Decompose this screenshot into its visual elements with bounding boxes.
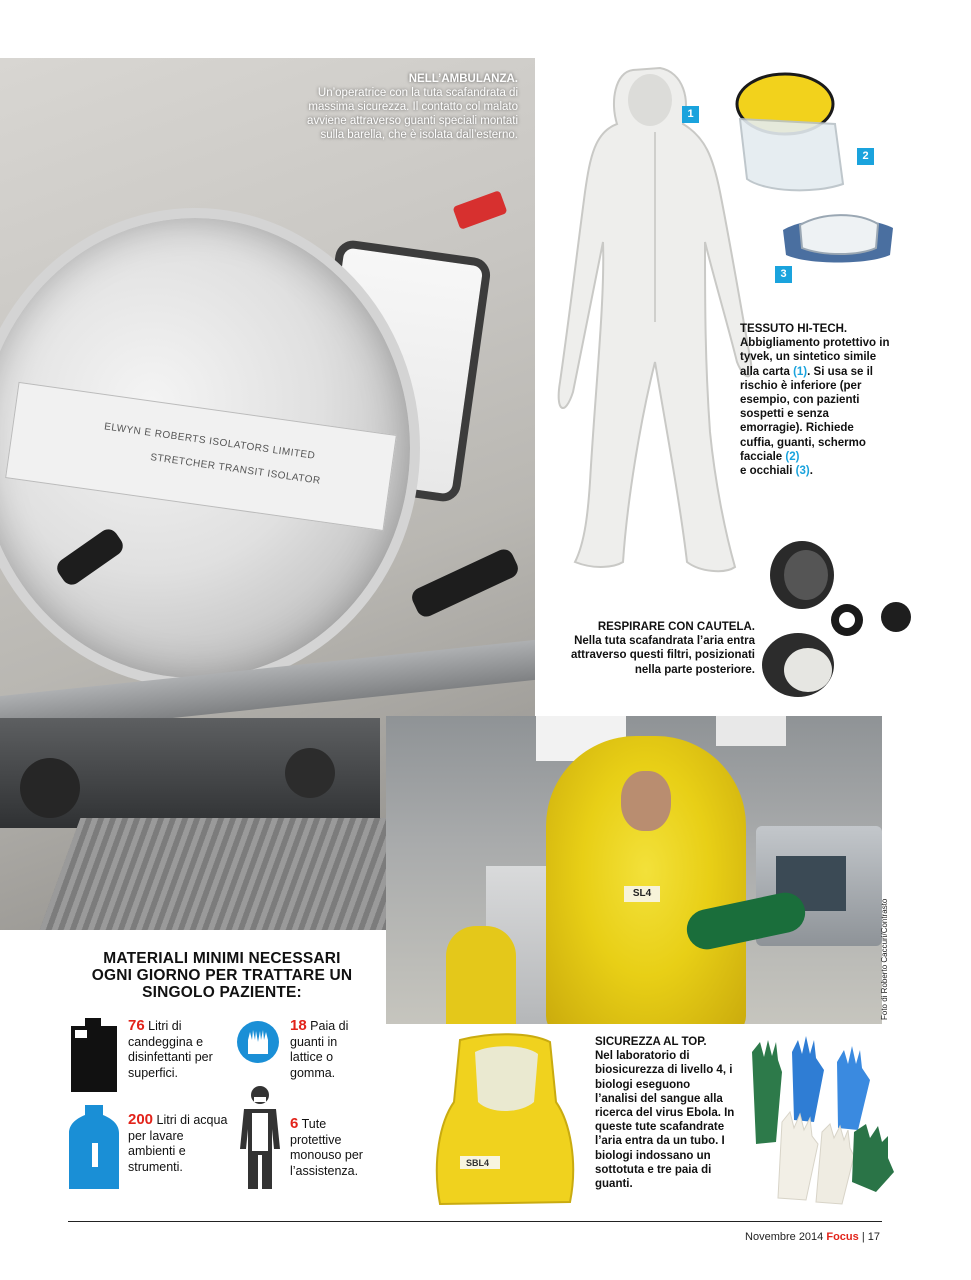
- goggles-lens: [800, 215, 878, 254]
- tessuto-ref-1: (1): [793, 365, 808, 378]
- footer-rule: [68, 1221, 882, 1222]
- infographic-item-bleach: [128, 1018, 228, 1081]
- respirator-filters-image: [760, 535, 930, 705]
- tessuto-caption-body-3: e occhiali: [740, 465, 793, 478]
- tessuto-caption-body-2: . Si usa se il rischio è inferiore (per esempio, con pazienti sospetti e senza emorragie). Richiede cuffia, guanti, schermo facciale: [740, 365, 873, 463]
- footer-page-number: 17: [867, 1231, 880, 1243]
- bleach-value: 76: [128, 1017, 145, 1034]
- respirare-caption-title: RESPIRARE CON CAUTELA.: [597, 621, 755, 633]
- yellow-suit-visor: [475, 1046, 538, 1111]
- goggles-image: [778, 200, 898, 280]
- biologist-face: [621, 771, 671, 831]
- isolator-model-text: STRETCHER TRANSIT ISOLATOR: [149, 452, 322, 487]
- tessuto-ref-2: (2): [785, 450, 800, 463]
- footer-magazine-name: Focus: [826, 1231, 859, 1243]
- footer-date: Novembre 2014: [745, 1231, 824, 1243]
- emergency-hammer: [452, 190, 507, 230]
- white-latex-glove: [816, 1124, 854, 1204]
- photo-credit: Foto di Roberto Caccuri/Contrasto: [880, 898, 889, 1020]
- tessuto-ref-3: (3): [795, 465, 810, 478]
- suit-sl4-badge: SL4: [624, 886, 660, 902]
- sicurezza-caption: [595, 1035, 735, 1191]
- green-glove-left: [752, 1040, 782, 1144]
- tessuto-caption-body-4: .: [809, 465, 813, 478]
- ambulance-caption-body: Un’operatrice con la tuta scafandrata di massima sicurezza. Il contatto col malato avviene attraverso guanti speciali montati sulla barella, che è isolata dall’esterno.: [307, 87, 518, 141]
- stretcher-wheel: [285, 748, 335, 798]
- tessuto-caption: [740, 322, 890, 478]
- water-text: Litri di acqua per lavare ambienti e strumenti.: [128, 1113, 228, 1174]
- stretcher-wheel: [20, 758, 80, 818]
- infographic-title: MATERIALI MINIMI NECESSARI OGNI GIORNO PER TRATTARE UN SINGOLO PAZIENTE:: [91, 950, 353, 1001]
- suits-value: 6: [290, 1115, 299, 1132]
- stretcher-handle-right: [409, 546, 521, 620]
- filter-label: [784, 648, 832, 692]
- background-biologist-suit: [446, 926, 516, 1024]
- gloves-icon: [236, 1020, 280, 1064]
- isolator-brand-text: ELWYN E ROBERTS ISOLATORS LIMITED: [103, 421, 316, 462]
- gloves-text: Paia di guanti in lattice o gomma.: [290, 1019, 349, 1080]
- ceiling-light: [716, 716, 786, 746]
- yellow-protective-suit-image: [430, 1032, 580, 1212]
- sicurezza-caption-body: Nel laboratorio di biosicurezza di livello 4, i biologi eseguono l’analisi del sangue alla ricerca del virus Ebola. In queste tute scafandrate l’aria entra da un tubo. I biologi indossano un sottotuta e tre paia di guanti.: [595, 1050, 735, 1191]
- respirare-caption-body: Nella tuta scafandrata l’aria entra attraverso questi filtri, posizionati nella parte posteriore.: [570, 635, 755, 676]
- infographic-item-gloves: [290, 1018, 370, 1081]
- gloves-assortment-image: [742, 1032, 902, 1207]
- white-latex-glove: [778, 1112, 818, 1200]
- sicurezza-caption-title: SICUREZZA AL TOP.: [595, 1036, 707, 1048]
- face-shield-image: [725, 64, 850, 194]
- infographic-item-water: [128, 1112, 228, 1175]
- ambulance-caption-title: NELL’AMBULANZA.: [408, 73, 518, 85]
- suits-text: Tute protettive monouso per l’assistenza.: [290, 1117, 363, 1178]
- infographic-item-suits: [290, 1116, 380, 1179]
- page-footer: [700, 1231, 880, 1243]
- protective-suit-person-icon: [238, 1085, 282, 1193]
- bleach-text: Litri di candeggina e disinfettanti per superfici.: [128, 1019, 213, 1080]
- green-glove-right: [852, 1124, 894, 1192]
- badge-3: 3: [775, 266, 792, 283]
- filter-grid: [784, 550, 828, 600]
- biosafety-lab-photo: [386, 716, 882, 1024]
- ambulance-caption: [300, 72, 518, 142]
- badge-2: 2: [857, 148, 874, 165]
- face-shield-visor: [740, 119, 843, 190]
- yellow-suit-label-text: SBL4: [466, 1158, 490, 1168]
- tessuto-caption-body-1: Abbigliamento protettivo in tyvek, un sintetico simile alla carta: [740, 337, 890, 378]
- blue-glove: [837, 1046, 870, 1130]
- blue-glove: [792, 1036, 824, 1122]
- badge-1: 1: [682, 106, 699, 123]
- water-bottle-icon: [67, 1103, 121, 1193]
- filter-adapter: [881, 602, 911, 632]
- water-value: 200: [128, 1111, 154, 1128]
- jerrycan-icon: [67, 1012, 121, 1096]
- respirare-caption: [560, 620, 755, 677]
- suit-hood-opening: [628, 74, 672, 126]
- gloves-value: 18: [290, 1017, 307, 1034]
- footer-separator: |: [861, 1231, 865, 1243]
- tessuto-caption-title: TESSUTO HI-TECH.: [740, 323, 848, 335]
